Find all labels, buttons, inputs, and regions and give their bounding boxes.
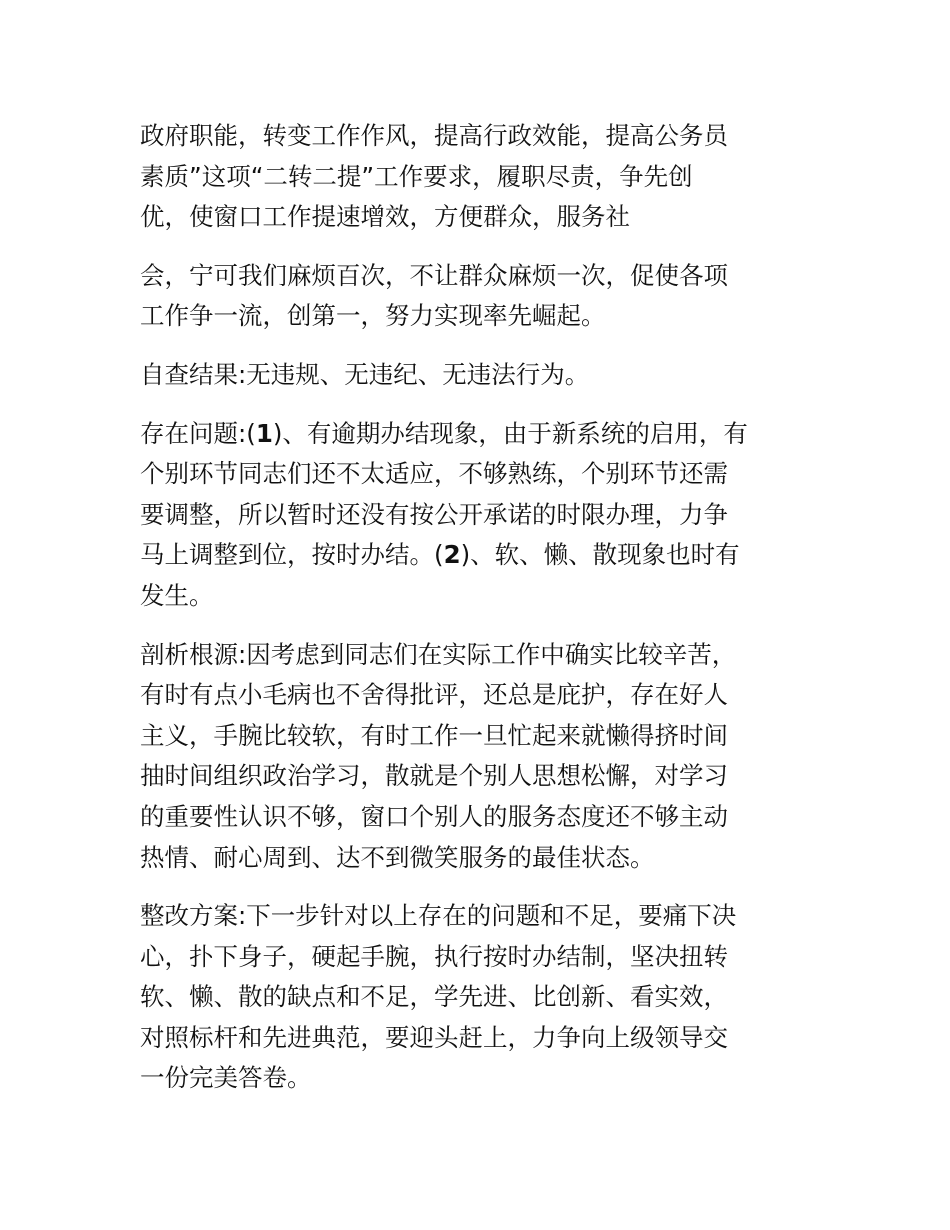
- paragraph-existing-problems: [140, 414, 820, 617]
- paragraph-rectification-plan: [140, 896, 820, 1099]
- text-line: 工作争一流，创第一，努力实现率先崛起。: [140, 301, 606, 331]
- text-line: 一份完美答卷。: [140, 1063, 312, 1093]
- text-line: 有时有点小毛病也不舍得批评，还总是庇护，存在好人: [140, 680, 728, 710]
- list-number: 2: [443, 540, 461, 570]
- text-segment: 存在问题:(: [140, 418, 256, 448]
- text-line: 个别环节同志们还不太适应，不够熟练，个别环节还需: [140, 459, 728, 489]
- text-line: 要调整，所以暂时还没有按公开承诺的时限办理，力争: [140, 499, 728, 529]
- text-segment: )、软、懒、散现象也时有: [460, 540, 740, 570]
- text-line: 抽时间组织政治学习，散就是个别人思想松懈，对学习: [140, 761, 728, 791]
- text-line: 政府职能，转变工作作风，提高行政效能，提高公务员: [140, 121, 728, 150]
- text-line: 心，扑下身子，硬起手腕，执行按时办结制，坚决扭转: [140, 941, 728, 971]
- list-number: 1: [255, 418, 273, 448]
- text-line: [140, 535, 820, 576]
- paragraph-self-check-result: [140, 355, 820, 396]
- text-line: [140, 414, 820, 455]
- text-line: 优，使窗口工作提速增效，方便群众，服务社: [140, 202, 630, 232]
- text-segment: 马上调整到位，按时办结。(: [140, 540, 444, 570]
- text-line: 整改方案:下一步针对以上存在的问题和不足，要痛下决: [140, 901, 737, 931]
- paragraph-intro: [140, 116, 820, 238]
- text-line: 对照标杆和先进典范，要迎头赶上，力争向上级领导交: [140, 1022, 728, 1052]
- paragraph-continuation: [140, 256, 820, 337]
- text-line: 主义，手腕比较软，有时工作一旦忙起来就懒得挤时间: [140, 720, 728, 750]
- text-line: 会，宁可我们麻烦百次，不让群众麻烦一次，促使各项: [140, 260, 728, 290]
- text-line: 素质”这项“二转二提”工作要求，履职尽责，争先创: [140, 161, 693, 191]
- text-line: 剖析根源:因考虑到同志们在实际工作中确实比较辛苦，: [140, 639, 737, 669]
- text-line: 的重要性认识不够，窗口个别人的服务态度还不够主动: [140, 801, 728, 831]
- text-line: 自查结果:无违规、无违纪、无违法行为。: [140, 359, 590, 389]
- text-line: 热情、耐心周到、达不到微笑服务的最佳状态。: [140, 842, 655, 872]
- text-line: 发生。: [140, 580, 214, 610]
- text-segment: )、有逾期办结现象，由于新系统的启用，有: [272, 418, 748, 448]
- document-body: [140, 116, 820, 1117]
- paragraph-root-cause-analysis: [140, 635, 820, 879]
- text-line: 软、懒、散的缺点和不足，学先进、比创新、看实效，: [140, 982, 728, 1012]
